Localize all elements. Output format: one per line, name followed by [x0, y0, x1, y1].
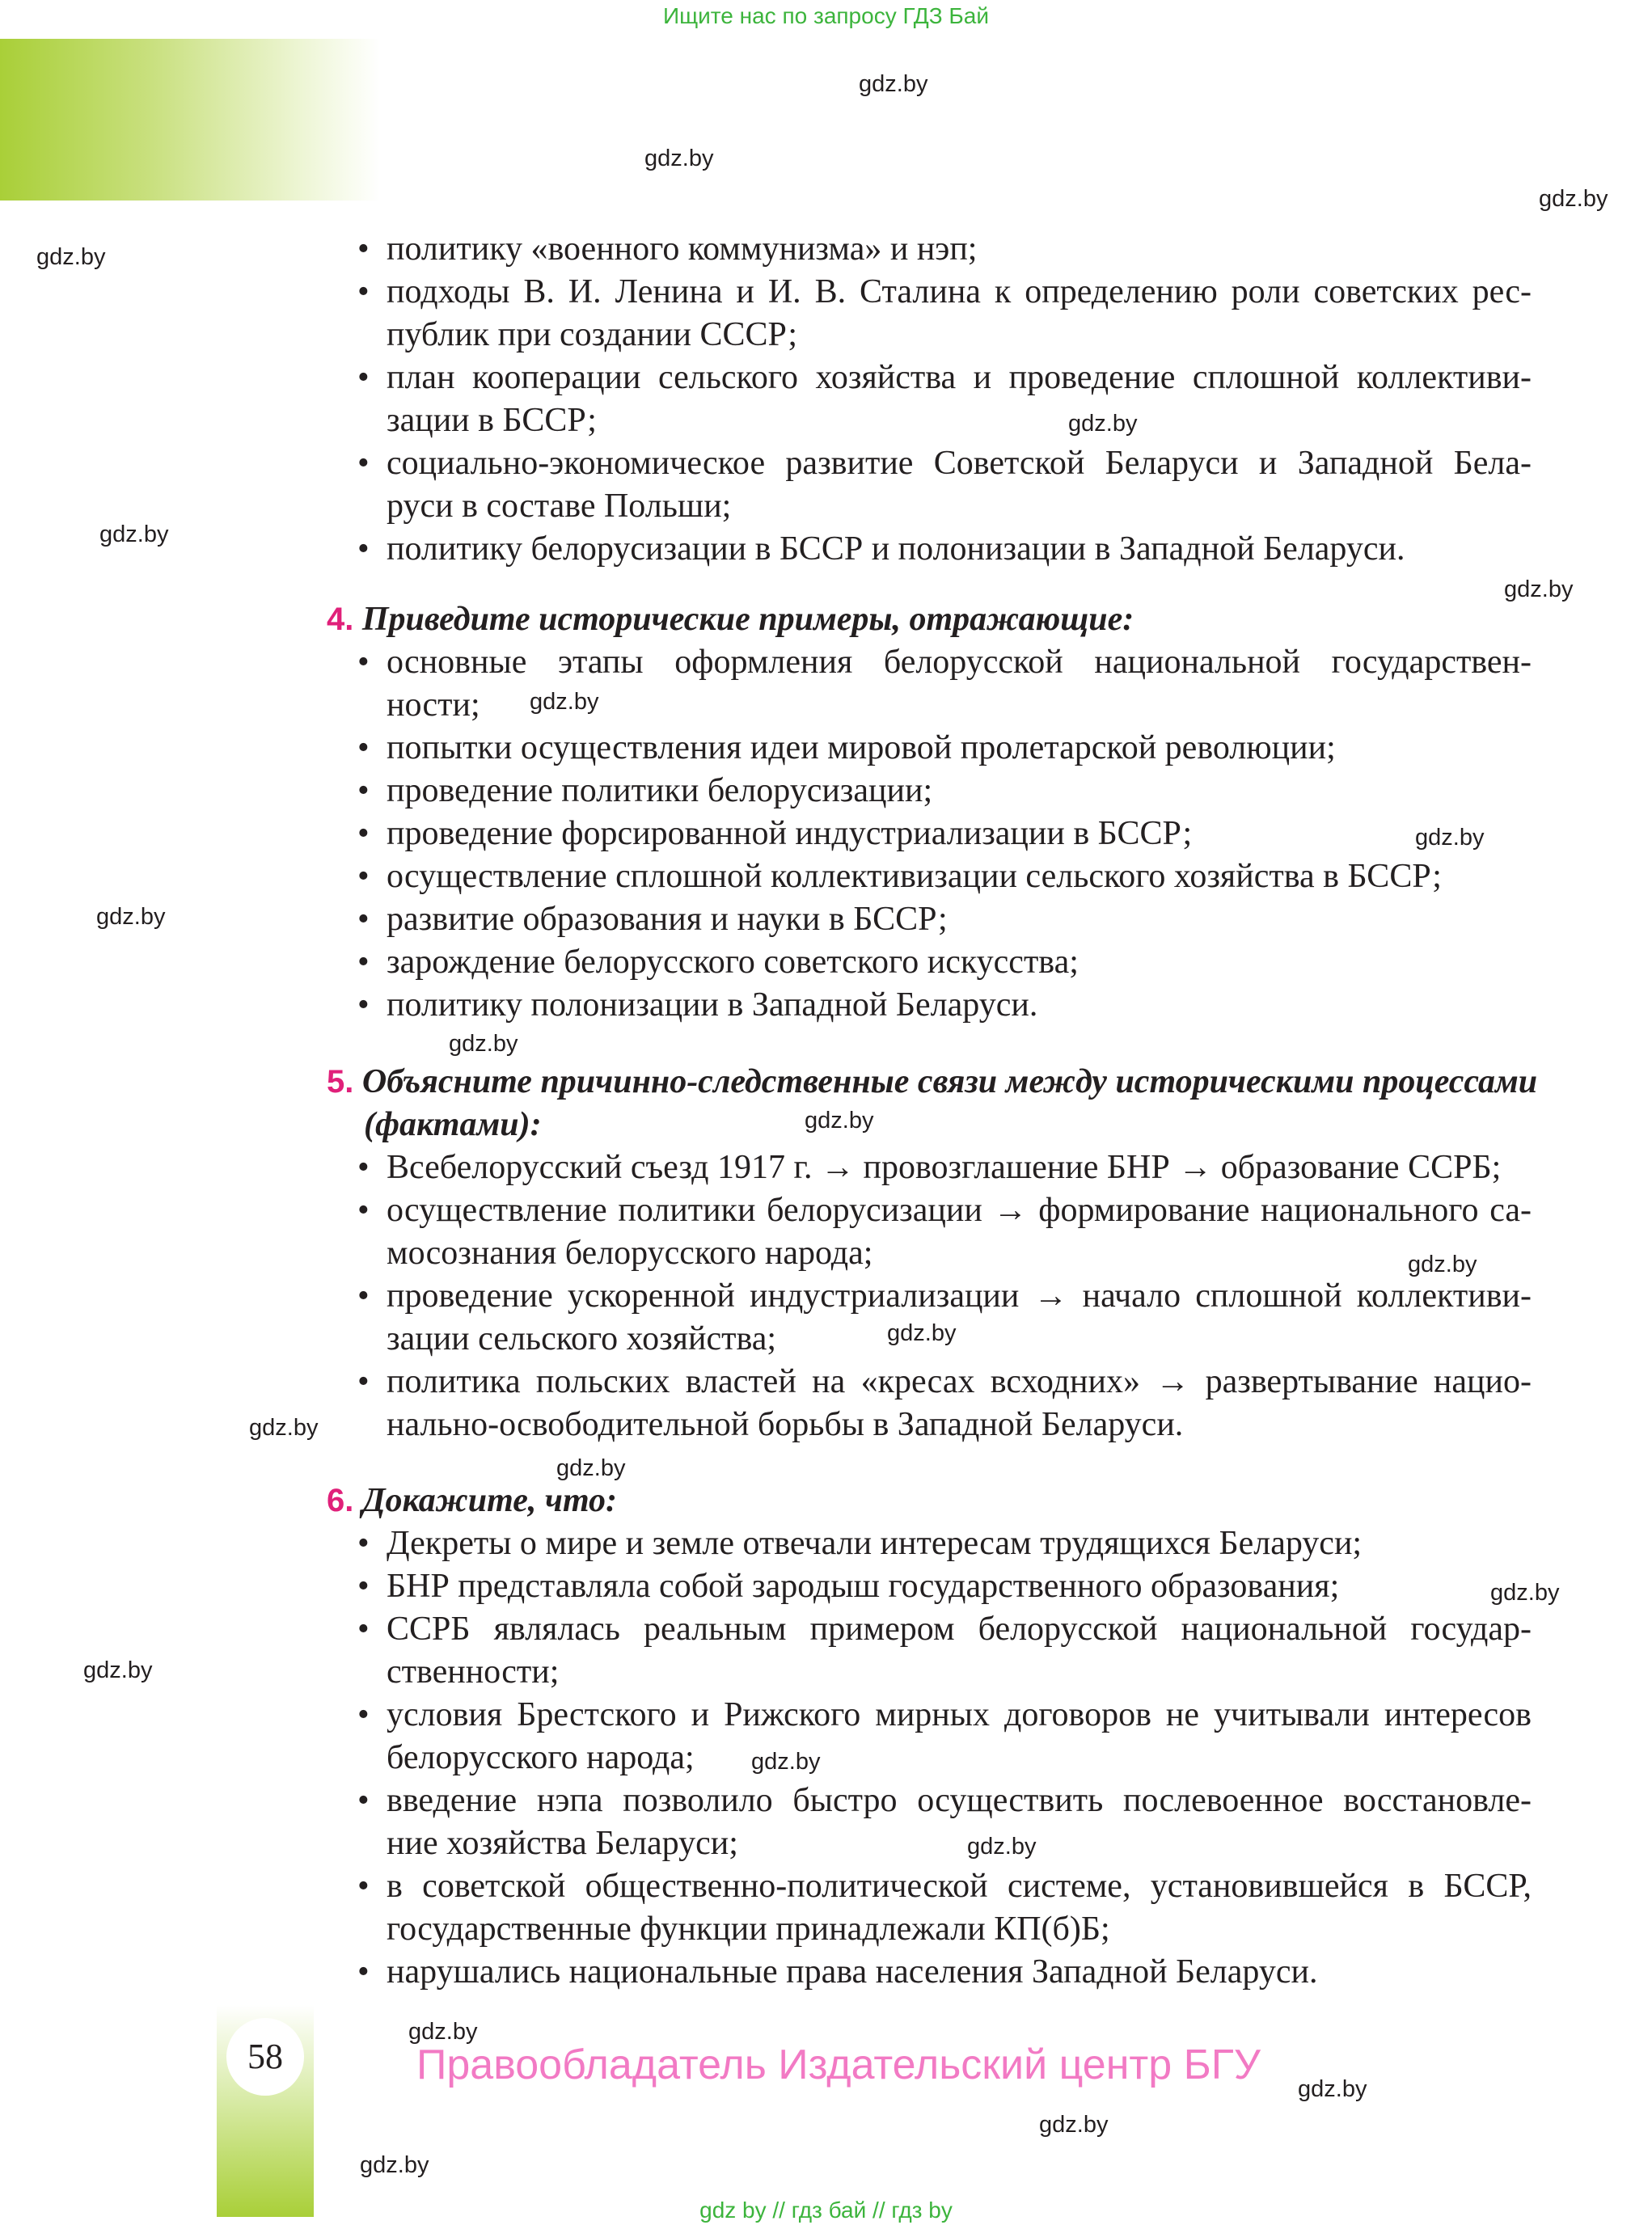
list-item: • осуществление сплошной коллективизации сельского хозяйства в БССР;: [387, 855, 1442, 897]
watermark: gdz.by: [1408, 1252, 1477, 1277]
question-4-heading: 4. Приведите исторические примеры, отражающие:: [327, 601, 1134, 638]
watermark: gdz.by: [644, 146, 714, 171]
watermark: gdz.by: [530, 689, 599, 715]
list-item-continuation: государственные функции принадлежали КП(б)Б;: [387, 1910, 1110, 1948]
list-item-continuation: зации в БССР;: [387, 402, 597, 439]
list-item-continuation: белорусского народа;: [387, 1739, 695, 1776]
watermark: gdz.by: [1490, 1580, 1560, 1606]
bullet-icon: •: [357, 359, 370, 396]
bullet-icon: •: [357, 273, 370, 310]
watermark: gdz.by: [751, 1749, 821, 1775]
list-item-continuation: мосознания белорусского народа;: [387, 1235, 873, 1272]
list-item: • Декреты о мире и земле отвечали интересам трудящихся Беларуси;: [387, 1522, 1362, 1564]
list-item: • нарушались национальные права населения Западной Беларуси.: [387, 1951, 1317, 1993]
list-item: • политика польских властей на «кресах всходних» → развертывание нацио-: [387, 1361, 1532, 1403]
corner-gradient-decoration: [0, 39, 380, 201]
watermark: gdz.by: [36, 244, 106, 270]
bullet-icon: •: [357, 729, 370, 766]
watermark: gdz.by: [408, 2019, 478, 2045]
watermark: gdz.by: [1068, 411, 1138, 437]
watermark: gdz.by: [1504, 576, 1574, 602]
footer-links: gdz by // гдз бай // гдз by: [699, 2198, 953, 2223]
bullet-icon: •: [357, 944, 370, 981]
list-item: • социально-экономическое развитие Советской Беларуси и Западной Бела-: [387, 442, 1532, 484]
list-item-continuation: нально-освободительной борьбы в Западной Беларуси.: [387, 1406, 1184, 1443]
watermark: gdz.by: [99, 521, 169, 547]
page-number: 58: [226, 2018, 304, 2096]
list-item: • проведение политики белорусизации;: [387, 770, 932, 812]
bullet-icon: •: [357, 1192, 370, 1229]
bullet-icon: •: [357, 530, 370, 568]
list-item: • подходы В. И. Ленина и И. В. Сталина к определению роли советских рес-: [387, 271, 1532, 313]
bullet-icon: •: [357, 1611, 370, 1648]
bullet-icon: •: [357, 815, 370, 852]
watermark: gdz.by: [1539, 186, 1608, 212]
list-item: • развитие образования и науки в БССР;: [387, 898, 948, 940]
bullet-icon: •: [357, 1363, 370, 1400]
list-item-continuation: ние хозяйства Беларуси;: [387, 1825, 738, 1862]
list-item-continuation: зации сельского хозяйства;: [387, 1320, 777, 1357]
list-item-continuation: руси в составе Польши;: [387, 488, 732, 525]
top-banner: Ищите нас по запросу ГДЗ Бай: [662, 3, 990, 28]
watermark: gdz.by: [805, 1108, 874, 1134]
list-item: • БНР представляла собой зародыш государственного образования;: [387, 1565, 1339, 1607]
list-item: • Всебелорусский съезд 1917 г. → провозглашение БНР → образование ССРБ;: [387, 1146, 1501, 1188]
list-item: • попытки осуществления идеи мировой пролетарской революции;: [387, 727, 1336, 769]
watermark: gdz.by: [249, 1415, 319, 1441]
list-item: • условия Брестского и Рижского мирных договоров не учитывали интересов: [387, 1694, 1532, 1736]
list-item: • план кооперации сельского хозяйства и проведение сплошной коллективи-: [387, 357, 1532, 399]
list-item: • политику полонизации в Западной Беларуси.: [387, 984, 1037, 1026]
bullet-icon: •: [357, 1868, 370, 1905]
copyright-notice: Правообладатель Издательский центр БГУ: [416, 2041, 1261, 2088]
watermark: gdz.by: [556, 1455, 626, 1481]
bullet-icon: •: [357, 858, 370, 895]
watermark: gdz.by: [1039, 2112, 1109, 2138]
list-item-continuation: ности;: [387, 686, 480, 724]
bullet-icon: •: [357, 445, 370, 482]
bullet-icon: •: [357, 772, 370, 809]
bullet-icon: •: [357, 1782, 370, 1819]
watermark: gdz.by: [449, 1031, 518, 1057]
bullet-icon: •: [357, 230, 370, 268]
list-item: • основные этапы оформления белорусской национальной государствен-: [387, 641, 1532, 683]
question-6-heading: 6. Докажите, что:: [327, 1482, 618, 1519]
bullet-icon: •: [357, 986, 370, 1024]
watermark: gdz.by: [1415, 825, 1485, 851]
watermark: gdz.by: [887, 1320, 957, 1346]
bullet-icon: •: [357, 1953, 370, 1991]
bullet-icon: •: [357, 644, 370, 681]
watermark: gdz.by: [859, 71, 928, 97]
bullet-icon: •: [357, 1149, 370, 1186]
list-item: • проведение форсированной индустриализации в БССР;: [387, 813, 1192, 855]
question-5-heading-continuation: (фактами):: [364, 1106, 542, 1143]
list-item: • ССРБ являлась реальным примером белорусской национальной государ-: [387, 1608, 1532, 1650]
bullet-icon: •: [357, 1696, 370, 1733]
bullet-icon: •: [357, 1568, 370, 1605]
list-item: • осуществление политики белорусизации → формирование национального са-: [387, 1189, 1532, 1231]
watermark: gdz.by: [96, 904, 166, 930]
list-item: • политику белорусизации в БССР и полонизации в Западной Беларуси.: [387, 528, 1405, 570]
list-item: • проведение ускоренной индустриализации → начало сплошной коллективи-: [387, 1275, 1532, 1317]
bullet-icon: •: [357, 901, 370, 938]
list-item: • введение нэпа позволило быстро осуществить послевоенное восстановле-: [387, 1780, 1532, 1822]
list-item-continuation: ственности;: [387, 1653, 560, 1691]
watermark: gdz.by: [83, 1657, 153, 1683]
watermark: gdz.by: [360, 2152, 429, 2178]
bullet-icon: •: [357, 1277, 370, 1315]
question-5-heading: 5. Объясните причинно-следственные связи между историческими процессами: [327, 1063, 1538, 1100]
watermark: gdz.by: [967, 1834, 1037, 1860]
list-item: • в советской общественно-политической системе, установившейся в БССР,: [387, 1865, 1532, 1907]
watermark: gdz.by: [1298, 2076, 1367, 2102]
list-item: • политику «военного коммунизма» и нэп;: [387, 228, 977, 270]
list-item-continuation: публик при создании СССР;: [387, 316, 798, 353]
list-item: • зарождение белорусского советского искусства;: [387, 941, 1079, 983]
bullet-icon: •: [357, 1525, 370, 1562]
